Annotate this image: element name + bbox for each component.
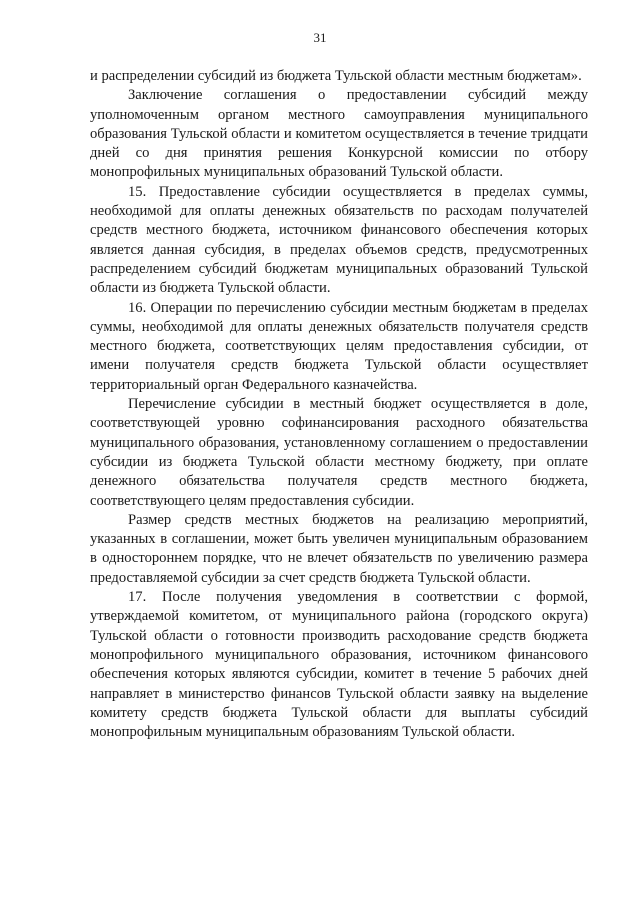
paragraph-item-16: 16. Операции по перечислению субсидии местным бюджетам в пределах суммы, необходимой для оплаты денежных обязательств получателя средств местного бюджета, соответствующих целям предоставления субсидии, от имени получателя средств бюджета Тульской области осуществляет территориальный орган Федерального казначейства. <box>90 299 588 393</box>
document-body <box>90 67 588 742</box>
paragraph-agreement-conclusion: Заключение соглашения о предоставлении субсидий между уполномоченным органом местного самоуправления муниципального образования Тульской области и комитетом осуществляется в течение тридцати дней со дня принятия решения Конкурсной комиссии по отбору монопрофильных муниципальных образований Тульской области. <box>90 87 588 181</box>
paragraph-continuation: и распределении субсидий из бюджета Тульской области местным бюджетам». <box>90 68 582 84</box>
paragraph-item-17: 17. После получения уведомления в соответствии с формой, утверждаемой комитетом, от муниципального района (городского округа) Тульской области о готовности производить расходование средств бюджета монопрофильного муниципального образования, источником финансового обеспечения которых являются субсидии, комитет в течение 5 рабочих дней направляет в министерство финансов Тульской области заявку на выделение комитету средств бюджета Тульской области для выплаты субсидий монопрофильным муниципальным образованиям Тульской области. <box>90 589 588 741</box>
paragraph-item-15: 15. Предоставление субсидии осуществляется в пределах суммы, необходимой для оплаты денежных обязательств по расходам получателей средств местного бюджета, источником финансового обеспечения которых является данная субсидия, в пределах объемов средств, предусмотренных распределением субсидий бюджетам муниципальных образований Тульской области из бюджета Тульской области. <box>90 183 588 297</box>
page-number: 31 <box>313 30 327 45</box>
paragraph-local-budget-increase: Размер средств местных бюджетов на реализацию мероприятий, указанных в соглашении, может быть увеличен муниципальным образованием в одностороннем порядке, что не влечет обязательств по увеличению размера предоставляемой субсидии за счет средств бюджета Тульской области. <box>90 511 588 586</box>
paragraph-transfer-share: Перечисление субсидии в местный бюджет осуществляется в доле, соответствующей уровню софинансирования расходного обязательства муниципального образования, установленному соглашением о предоставлении субсидии из бюджета Тульской области местному бюджету, при оплате денежного обязательства получателя средств местного бюджета, соответствующего целям предоставления субсидии. <box>90 396 588 509</box>
